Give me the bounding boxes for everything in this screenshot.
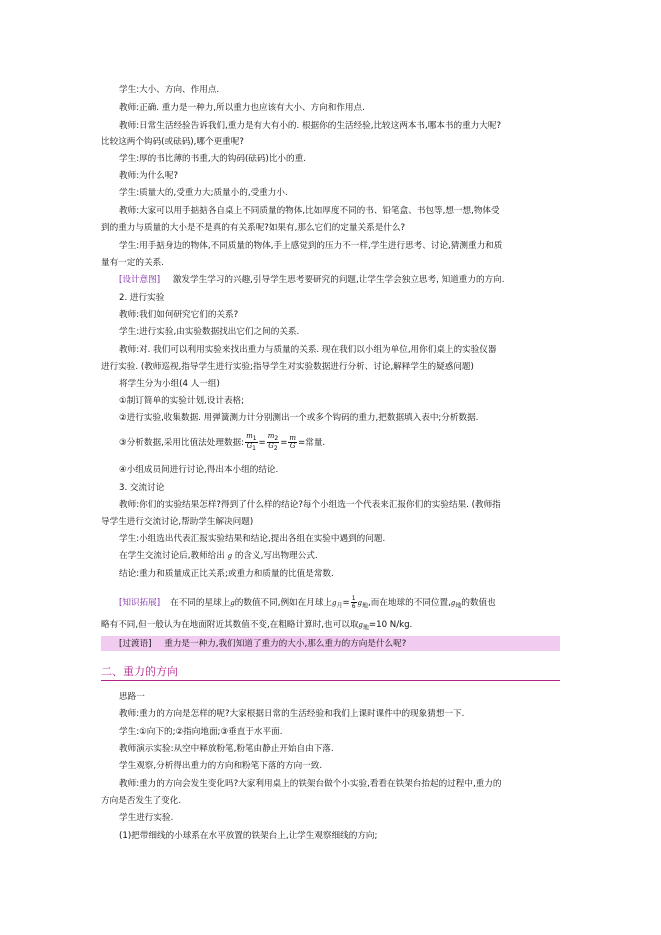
text-line: 3. 交流讨论 xyxy=(119,483,165,493)
g1-subscript: 1 xyxy=(252,445,256,453)
m2-subscript: 2 xyxy=(274,435,279,443)
teacher-g-line xyxy=(119,550,318,562)
section-heading: 二、重力的方向 xyxy=(101,665,178,678)
conclusion-line: 结论:重力和质量成正比关系;或重力和质量的比值是常数. xyxy=(119,569,334,579)
fraction-m1-g1 xyxy=(245,433,257,452)
knowledge-text-d: 的数值也 xyxy=(461,598,496,608)
g-earth-symbol: g xyxy=(357,599,363,607)
earth-subscript: 地 xyxy=(362,602,369,610)
knowledge-text-e: 略有不同,但一般认为在地面附近其数值不变,在粗略计算时,也可以取 xyxy=(101,620,359,630)
text-line: 学生:厚的书比薄的书重,大的钩码(砝码)比小的重. xyxy=(119,154,306,164)
equals-sign: = xyxy=(342,598,350,608)
text-line: 教师演示实验:从空中释放粉笔,粉笔由静止开始自由下落. xyxy=(119,744,334,754)
text-line: 教师:大家可以用手掂掂各自桌上不同质量的物体,比如厚度不同的书、铅笔盒、书包等,想一想,物体受 xyxy=(119,206,500,216)
text-line: 学生:进行实验,由实验数据找出它们之间的关系. xyxy=(119,327,300,337)
text-line: 学生:质量大的,受重力大;质量小的,受重力小. xyxy=(119,188,288,198)
fraction-one-sixth xyxy=(351,595,357,610)
text-line: ④小组成员间进行讨论,得出本小组的结论. xyxy=(119,465,279,475)
text-line: 教师:我们如何研究它们的关系? xyxy=(119,310,239,320)
teacher-g-text-a: 在学生交流讨论后,教师给出 xyxy=(119,551,225,561)
design-note xyxy=(119,274,504,286)
g-earth-symbol: g xyxy=(450,599,456,607)
knowledge-tag: [知识拓展] xyxy=(119,598,161,608)
text-line: 教师:你们的实验结果怎样?得到了什么样的结论?每个小组选一个代表来汇报你们的实验结果. (教师指 xyxy=(119,500,501,510)
text-line: 导学生进行交流讨论,帮助学生解决问题) xyxy=(101,517,254,527)
text-line: (1)把带细线的小球系在水平放置的铁架台上,让学生观察细线的方向; xyxy=(119,831,378,841)
text-line: 思路一 xyxy=(119,692,145,702)
earth-subscript: 地 xyxy=(362,624,369,632)
section-divider xyxy=(101,680,560,681)
fraction-m2-g2 xyxy=(267,433,279,452)
knowledge-text-a: 在不同的星球上 xyxy=(170,598,231,608)
ratio-suffix: =常量. xyxy=(298,438,326,449)
text-line: 教师:重力的方向是怎样的呢?大家根据日常的生活经验和我们上课时课件中的现象猜想一下. xyxy=(119,709,465,719)
m1-subscript: 1 xyxy=(252,435,257,443)
text-line: 2. 进行实验 xyxy=(119,293,165,303)
text-line: 方向是否发生了变化. xyxy=(101,796,182,806)
transition-line xyxy=(119,638,406,650)
design-note-text: 激发学生学习的兴趣,引导学生思考要研究的问题,让学生学会独立思考, 知道重力的方向. xyxy=(172,275,505,285)
fraction-denominator: 6 xyxy=(351,603,356,610)
text-line: 量有一定的关系. xyxy=(101,258,164,268)
g2-subscript: 2 xyxy=(273,445,278,453)
text-line: 学生:小组选出代表汇报实验结果和结论,提出各组在实验中遇到的问题. xyxy=(119,534,386,544)
moon-subscript: 月 xyxy=(336,602,343,610)
fraction-m-g xyxy=(288,435,297,450)
knowledge-text-f: =10 N/kg. xyxy=(368,620,413,630)
knowledge-extension-line-2 xyxy=(101,619,412,635)
text-line: ①制订简单的实验计划,设计表格; xyxy=(119,396,245,406)
text-line: 学生:大小、方向、作用点. xyxy=(119,85,220,95)
text-line: ②进行实验,收集数据. 用弹簧测力计分别测出一个或多个钩码的重力,把数据填入表中;分析数据. xyxy=(119,413,479,423)
knowledge-text-c: ,而在地球的不同位置, xyxy=(368,598,451,608)
m1-symbol: m xyxy=(246,432,253,440)
design-note-tag: [设计意图] xyxy=(119,275,161,285)
text-line: 学生:①向下的;②指向地面;③垂直于水平面. xyxy=(119,727,283,737)
earth-subscript: 地 xyxy=(455,602,462,610)
text-line: 教师:对. 我们可以利用实验来找出重力与质量的关系. 现在我们以小组为单位,用你们桌上的实验仪器 xyxy=(119,345,497,355)
text-line: 到的重力与质量的大小是不是真的有关系呢?如果有,那么它们的定量关系是什么? xyxy=(101,223,406,233)
g-earth-symbol: g xyxy=(358,621,363,629)
text-line: 教师:日常生活经验告诉我们,重力是有大有小的. 根据你的生活经验,比较这两本书,哪本书的重力大呢? xyxy=(119,121,502,131)
text-line: 将学生分为小组(4 人一组) xyxy=(119,379,220,389)
text-line: 教师:为什么呢? xyxy=(119,171,179,181)
text-line: 比较这两个钩码(或砝码),哪个更重呢? xyxy=(101,137,244,147)
transition-text: 重力是一种力,我们知道了重力的大小,那么重力的方向是什么呢? xyxy=(164,639,407,649)
equals-sign: = xyxy=(258,438,266,449)
g-symbol: g xyxy=(227,552,233,560)
m-symbol: m xyxy=(289,434,297,443)
transition-tag: [过渡语] xyxy=(119,639,152,649)
g1-symbol: G xyxy=(246,442,253,451)
text-line: 教师:重力的方向会发生变化吗?大家利用桌上的铁架台做个小实验,看看在铁架台抬起的过程中,重力的 xyxy=(119,779,502,789)
text-line: 学生进行实验. xyxy=(119,813,174,823)
g2-symbol: G xyxy=(268,442,274,451)
fraction-numerator: 1 xyxy=(351,595,356,602)
teacher-g-text-b: 的含义,写出物理公式. xyxy=(234,551,318,561)
text-line: 学生:用手掂身边的物体,不同质量的物体,手上感觉到的压力不一样,学生进行思考、讨论,猜测重力和质 xyxy=(119,241,503,251)
g-moon-symbol: g xyxy=(332,599,337,607)
equals-sign: = xyxy=(280,438,288,449)
m2-symbol: m xyxy=(267,432,275,440)
text-line: 学生观察,分析得出重力的方向和粉笔下落的方向一致. xyxy=(119,761,323,771)
text-line: 进行实验. (教师巡视,指导学生进行实验;指导学生对实验数据进行分析、讨论,解释学生的疑惑问题) xyxy=(101,362,474,372)
knowledge-extension-line xyxy=(119,595,496,615)
g-symbol: G xyxy=(289,442,296,451)
ratio-prefix: ③分析数据,采用比值法处理数据: xyxy=(119,438,245,449)
g-symbol: g xyxy=(230,599,235,607)
text-line: 教师:正确. 重力是一种力,所以重力也应该有大小、方向和作用点. xyxy=(119,103,365,113)
knowledge-text-b: 的数值不同,例如在月球上 xyxy=(234,598,333,608)
ratio-formula-line xyxy=(119,433,325,453)
